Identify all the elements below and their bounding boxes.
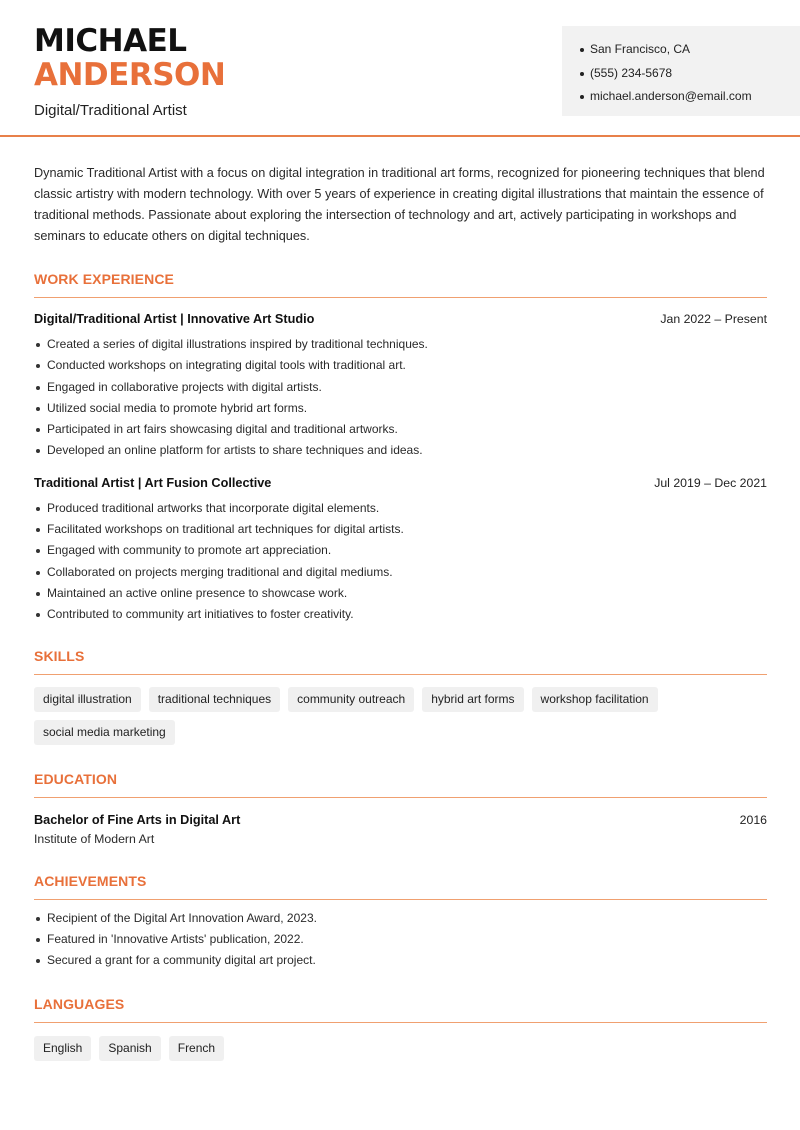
language-tags xyxy=(34,1036,674,1061)
list-item: Secured a grant for a community digital art project. xyxy=(34,950,767,971)
skill-tag: social media marketing xyxy=(34,720,175,745)
job-entry xyxy=(34,312,767,462)
skill-tag: digital illustration xyxy=(34,687,141,712)
language-tag: Spanish xyxy=(99,1036,160,1061)
list-item: Participated in art fairs showcasing digital and traditional artworks. xyxy=(34,419,767,440)
skill-tag: community outreach xyxy=(288,687,414,712)
list-item: Maintained an active online presence to showcase work. xyxy=(34,583,767,604)
first-name: MICHAEL xyxy=(34,23,187,59)
list-item: Engaged in collaborative projects with digital artists. xyxy=(34,377,767,398)
section-title-work: WORK EXPERIENCE xyxy=(34,271,767,298)
degree: Bachelor of Fine Arts in Digital Art xyxy=(34,812,241,827)
list-item: Created a series of digital illustrations inspired by traditional techniques. xyxy=(34,334,767,355)
list-item: Collaborated on projects merging traditional and digital mediums. xyxy=(34,562,767,583)
job-role: Digital/Traditional Artist | Innovative Art Studio xyxy=(34,312,315,326)
job-header xyxy=(34,312,767,326)
contact-box xyxy=(562,26,800,116)
list-item: Developed an online platform for artists to share techniques and ideas. xyxy=(34,440,767,461)
work-experience-section xyxy=(34,271,767,626)
list-item: Conducted workshops on integrating digital tools with traditional art. xyxy=(34,355,767,376)
last-name: ANDERSON xyxy=(34,57,226,93)
list-item: Recipient of the Digital Art Innovation Award, 2023. xyxy=(34,908,767,929)
education-section xyxy=(34,771,767,846)
education-header xyxy=(34,813,767,827)
summary: Dynamic Traditional Artist with a focus on digital integration in traditional art forms, recognized for pioneering techniques that blend classic artistry with modern technology. With over 5 years of experience in creating digital illustrations that maintain the essence of traditional methods. Passionate about exploring the intersection of technology and art, actively participating in workshops and seminars to educate others on digital techniques. xyxy=(34,166,765,243)
job-bullets xyxy=(34,498,767,626)
skill-tag: traditional techniques xyxy=(149,687,280,712)
job-header xyxy=(34,476,767,490)
skill-tag: hybrid art forms xyxy=(422,687,523,712)
job-title: Digital/Traditional Artist xyxy=(34,102,187,119)
languages-section xyxy=(34,996,767,1061)
contact-location: San Francisco, CA xyxy=(580,38,800,62)
section-title-education: EDUCATION xyxy=(34,771,767,798)
list-item: Engaged with community to promote art appreciation. xyxy=(34,540,767,561)
section-title-languages: LANGUAGES xyxy=(34,996,767,1023)
job-bullets xyxy=(34,334,767,462)
skill-tag: workshop facilitation xyxy=(532,687,658,712)
graduation-year: 2016 xyxy=(739,812,767,827)
section-title-skills: SKILLS xyxy=(34,648,767,675)
job-dates: Jul 2019 – Dec 2021 xyxy=(654,475,767,490)
resume-header xyxy=(0,0,800,137)
list-item: Produced traditional artworks that incorporate digital elements. xyxy=(34,498,767,519)
achievements-section xyxy=(34,873,767,972)
contact-phone: (555) 234-5678 xyxy=(580,62,800,86)
job-role: Traditional Artist | Art Fusion Collective xyxy=(34,475,272,490)
school-name: Institute of Modern Art xyxy=(34,831,155,846)
skill-tags xyxy=(34,687,674,745)
list-item: Facilitated workshops on traditional art techniques for digital artists. xyxy=(34,519,767,540)
resume-content xyxy=(0,163,800,1061)
contact-email: michael.anderson@email.com xyxy=(580,85,800,109)
job-dates: Jan 2022 – Present xyxy=(660,312,767,326)
list-item: Featured in 'Innovative Artists' publication, 2022. xyxy=(34,929,767,950)
language-tag: French xyxy=(169,1036,224,1061)
skills-section xyxy=(34,648,767,745)
list-item: Contributed to community art initiatives to foster creativity. xyxy=(34,604,767,625)
section-title-achievements: ACHIEVEMENTS xyxy=(34,873,767,900)
achievement-list xyxy=(34,908,767,972)
name-block xyxy=(34,24,225,119)
language-tag: English xyxy=(34,1036,91,1061)
list-item: Utilized social media to promote hybrid art forms. xyxy=(34,398,767,419)
job-entry xyxy=(34,476,767,626)
